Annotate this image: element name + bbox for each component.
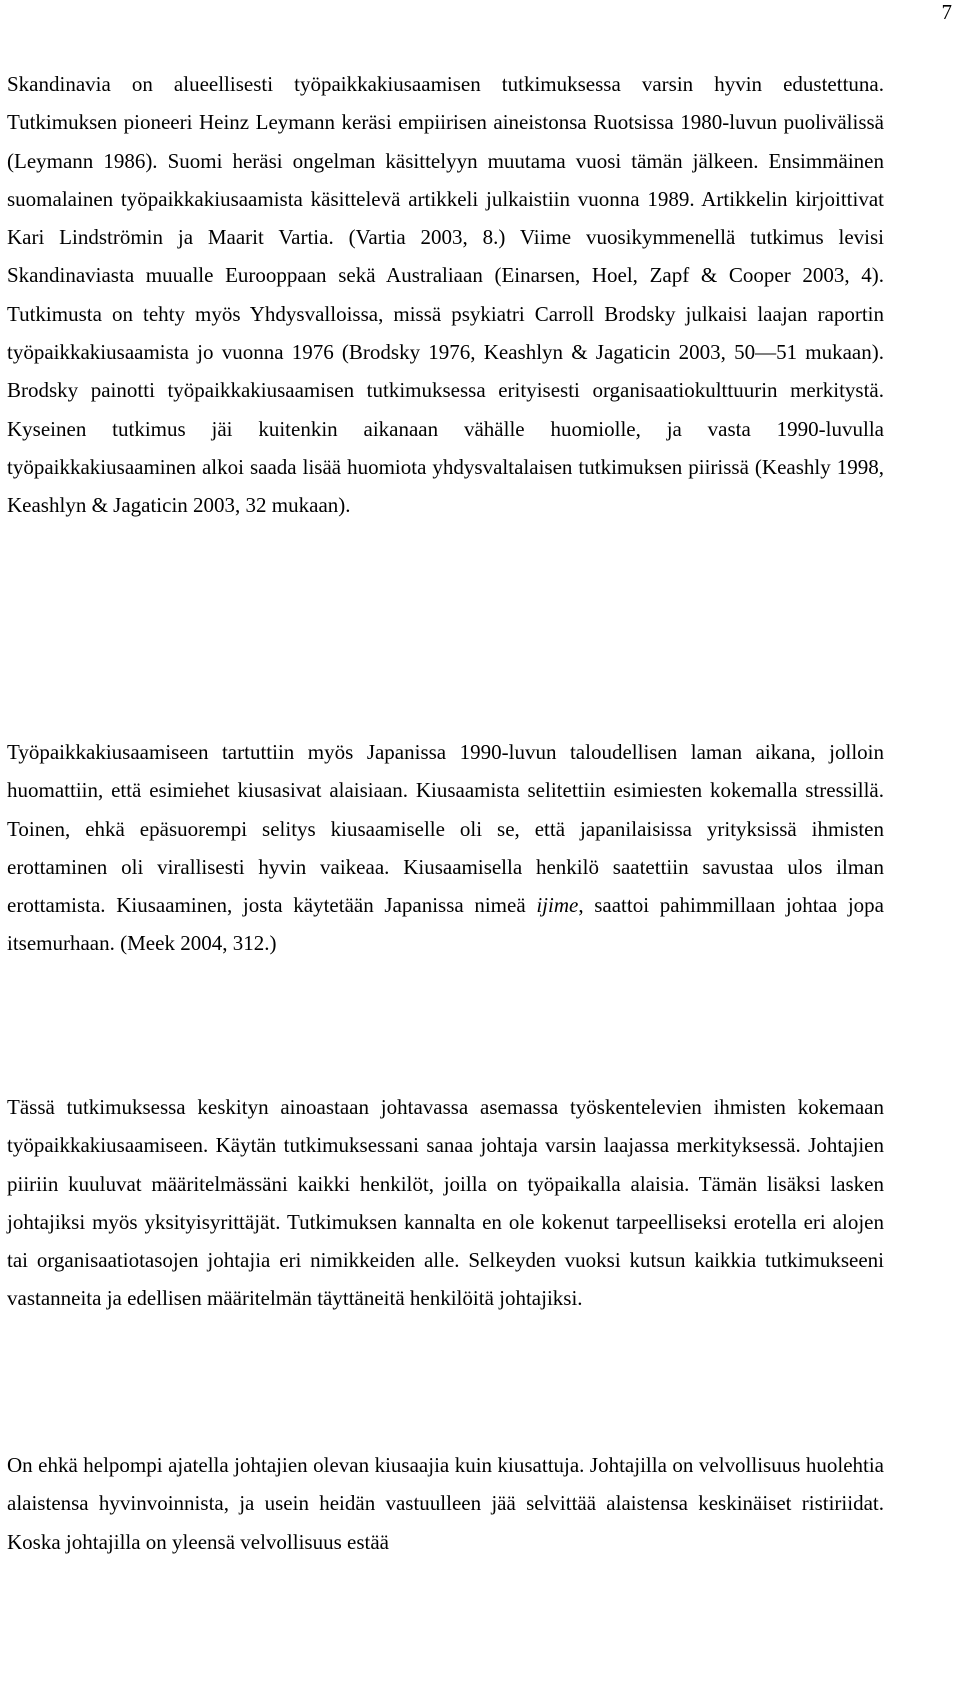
paragraph-japan-text-start: Työpaikkakiusaamiseen tartuttiin myös Japanissa 1990-luvun taloudellisen laman aikana, jolloin huomattiin, että esimiehet kiusasivat alaisiaan. Kiusaamista selitettiin esimiesten kokemalla stressillä. Toinen, ehkä epäsuorempi selitys kiusaamiselle oli se, että japanilaisissa yrityksissä ihmisten erottaminen oli virallisesti hyvin vaikeaa. Kiusaamisella henkilö saatettiin savustaa ulos ilman erottamista. Kiusaaminen, josta käytetään Japanissa nimeä — [7, 740, 884, 918]
paragraph-japan-text-end: , saattoi pahimmillaan johtaa jopa itsemurhaan. (Meek 2004, 312.) — [7, 893, 884, 956]
paragraph-japan-research — [7, 733, 884, 963]
paragraph-scandinavia-research: Skandinavia on alueellisesti työpaikkakiusaamisen tutkimuksessa varsin hyvin edustettuna. Tutkimuksen pioneeri Heinz Leymann keräsi empiirisen aineistonsa Ruotsissa 1980-luvun puolivälissä (Leymann 1986). Suomi heräsi ongelman käsittelyyn muutama vuosi tämän jälkeen. Ensimmäinen suomalainen työpaikkakiusaamista käsittelevä artikkeli julkaistiin vuonna 1989. Artikkelin kirjoittivat Kari Lindströmin ja Maarit Vartia. (Vartia 2003, 8.) Viime vuosikymmenellä tutkimus levisi Skandinaviasta muualle Eurooppaan sekä Australiaan (Einarsen, Hoel, Zapf & Cooper 2003, 4). Tutkimusta on tehty myös Yhdysvalloissa, missä psykiatri Carroll Brodsky julkaisi laajan raportin työpaikkakiusaamista jo vuonna 1976 (Brodsky 1976, Keashlyn & Jagaticin 2003, 50—51 mukaan). Brodsky painotti työpaikkakiusaamisen tutkimuksessa erityisesti organisaatiokulttuurin merkitystä. Kyseinen tutkimus jäi kuitenkin aikanaan vähälle huomiolle, ja vasta 1990-luvulla työpaikkakiusaaminen alkoi saada lisää huomiota yhdysvaltalaisen tutkimuksen piirissä (Keashly 1998, Keashlyn & Jagaticin 2003, 32 mukaan). — [7, 72, 884, 518]
paragraph-study-scope: Tässä tutkimuksessa keskityn ainoastaan johtavassa asemassa työskentelevien ihmisten kokemaan työpaikkakiusaamiseen. Käytän tutkimuksessani sanaa johtaja varsin laajassa merkityksessä. Johtajien piiriin kuuluvat määritelmässäni kaikki henkilöt, joilla on työpaikalla alaisia. Tämän lisäksi lasken johtajiksi myös yksityisyrittäjät. Tutkimuksen kannalta en ole kokenut tarpeelliseksi erotella eri alojen tai organisaatiotasojen johtajia eri nimikkeiden alle. Selkeyden vuoksi kutsun kaikkia tutkimukseeni vastanneita ja edellisen määritelmän täyttäneitä henkilöitä johtajiksi. — [7, 1095, 884, 1311]
paragraph-managers-as-bullies: On ehkä helpompi ajatella johtajien olevan kiusaajia kuin kiusattuja. Johtajilla on velvollisuus huolehtia alaistensa hyvinvoinnista, ja usein heidän vastuulleen jää selvittää alaistensa keskinäiset ristiriidat. Koska johtajilla on yleensä velvollisuus estää — [7, 1453, 884, 1554]
page-number: 7 — [941, 0, 952, 24]
term-ijime: ijime — [536, 893, 579, 918]
